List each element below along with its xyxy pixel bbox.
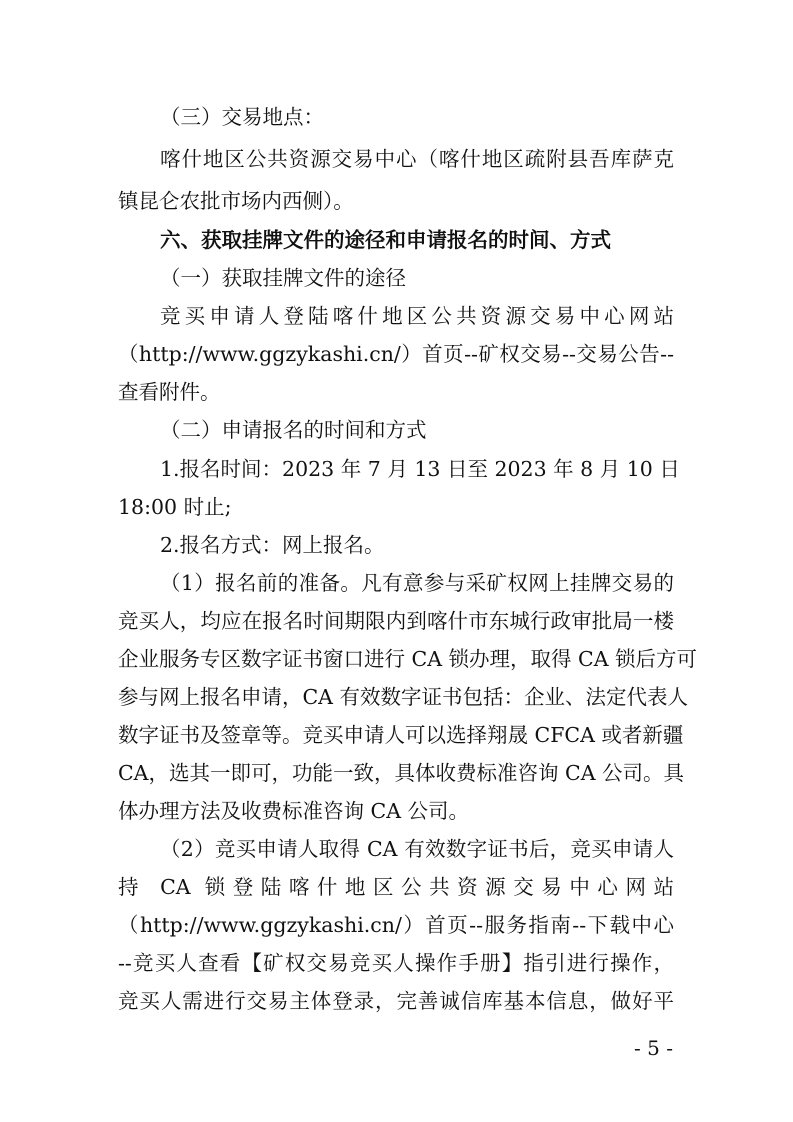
paragraph-line: （http://www.ggzykashi.cn/）首页--服务指南--下载中心	[118, 913, 674, 937]
paragraph-line: 18:00 时止;	[118, 495, 232, 519]
paragraph-line: （http://www.ggzykashi.cn/）首页--矿权交易--交易公告--	[118, 342, 674, 366]
paragraph-line: （2）竞买申请人取得 CA 有效数字证书后，竞买申请人	[160, 837, 674, 861]
paragraph-line: 竞买人，均应在报名时间期限内到喀什市东城行政审批局一楼	[118, 609, 674, 633]
paragraph-line: 查看附件。	[118, 380, 221, 404]
paragraph-line: 持 CA 锁登陆喀什地区公共资源交易中心网站	[118, 875, 674, 899]
paragraph-line: 参与网上报名申请，CA 有效数字证书包括：企业、法定代表人	[118, 685, 689, 709]
paragraph-line: 体办理方法及收费标准咨询 CA 公司。	[118, 799, 470, 823]
paragraph-line: 竞买申请人登陆喀什地区公共资源交易中心网站	[160, 304, 674, 328]
section-heading-trade-location: （三）交易地点：	[160, 105, 324, 129]
subsection-heading: （一）获取挂牌文件的途径	[160, 266, 406, 290]
paragraph-line: CA，选其一即可，功能一致，具体收费标准咨询 CA 公司。具	[118, 761, 685, 785]
paragraph-line: 喀什地区公共资源交易中心（喀什地区疏附县吾库萨克	[160, 147, 674, 171]
page-number: - 5 -	[634, 1036, 673, 1060]
section-heading-six: 六、获取挂牌文件的途径和申请报名的时间、方式	[160, 228, 611, 252]
paragraph-line: 2.报名方式：网上报名。	[160, 533, 385, 557]
paragraph-line: 1.报名时间：2023 年 7 月 13 日至 2023 年 8 月 10 日	[160, 457, 680, 481]
subsection-heading: （二）申请报名的时间和方式	[160, 418, 427, 442]
paragraph-line: 数字证书及签章等。竞买申请人可以选择翔晟 CFCA 或者新疆	[118, 723, 684, 747]
paragraph-line: --竞买人查看【矿权交易竞买人操作手册】指引进行操作，	[118, 951, 674, 975]
paragraph-line: 企业服务专区数字证书窗口进行 CA 锁办理，取得 CA 锁后方可	[118, 647, 698, 671]
paragraph-line: 镇昆仑农批市场内西侧）。	[118, 189, 354, 213]
paragraph-line: （1）报名前的准备。凡有意参与采矿权网上挂牌交易的	[160, 571, 674, 595]
paragraph-line: 竞买人需进行交易主体登录，完善诚信库基本信息，做好平	[118, 989, 674, 1013]
